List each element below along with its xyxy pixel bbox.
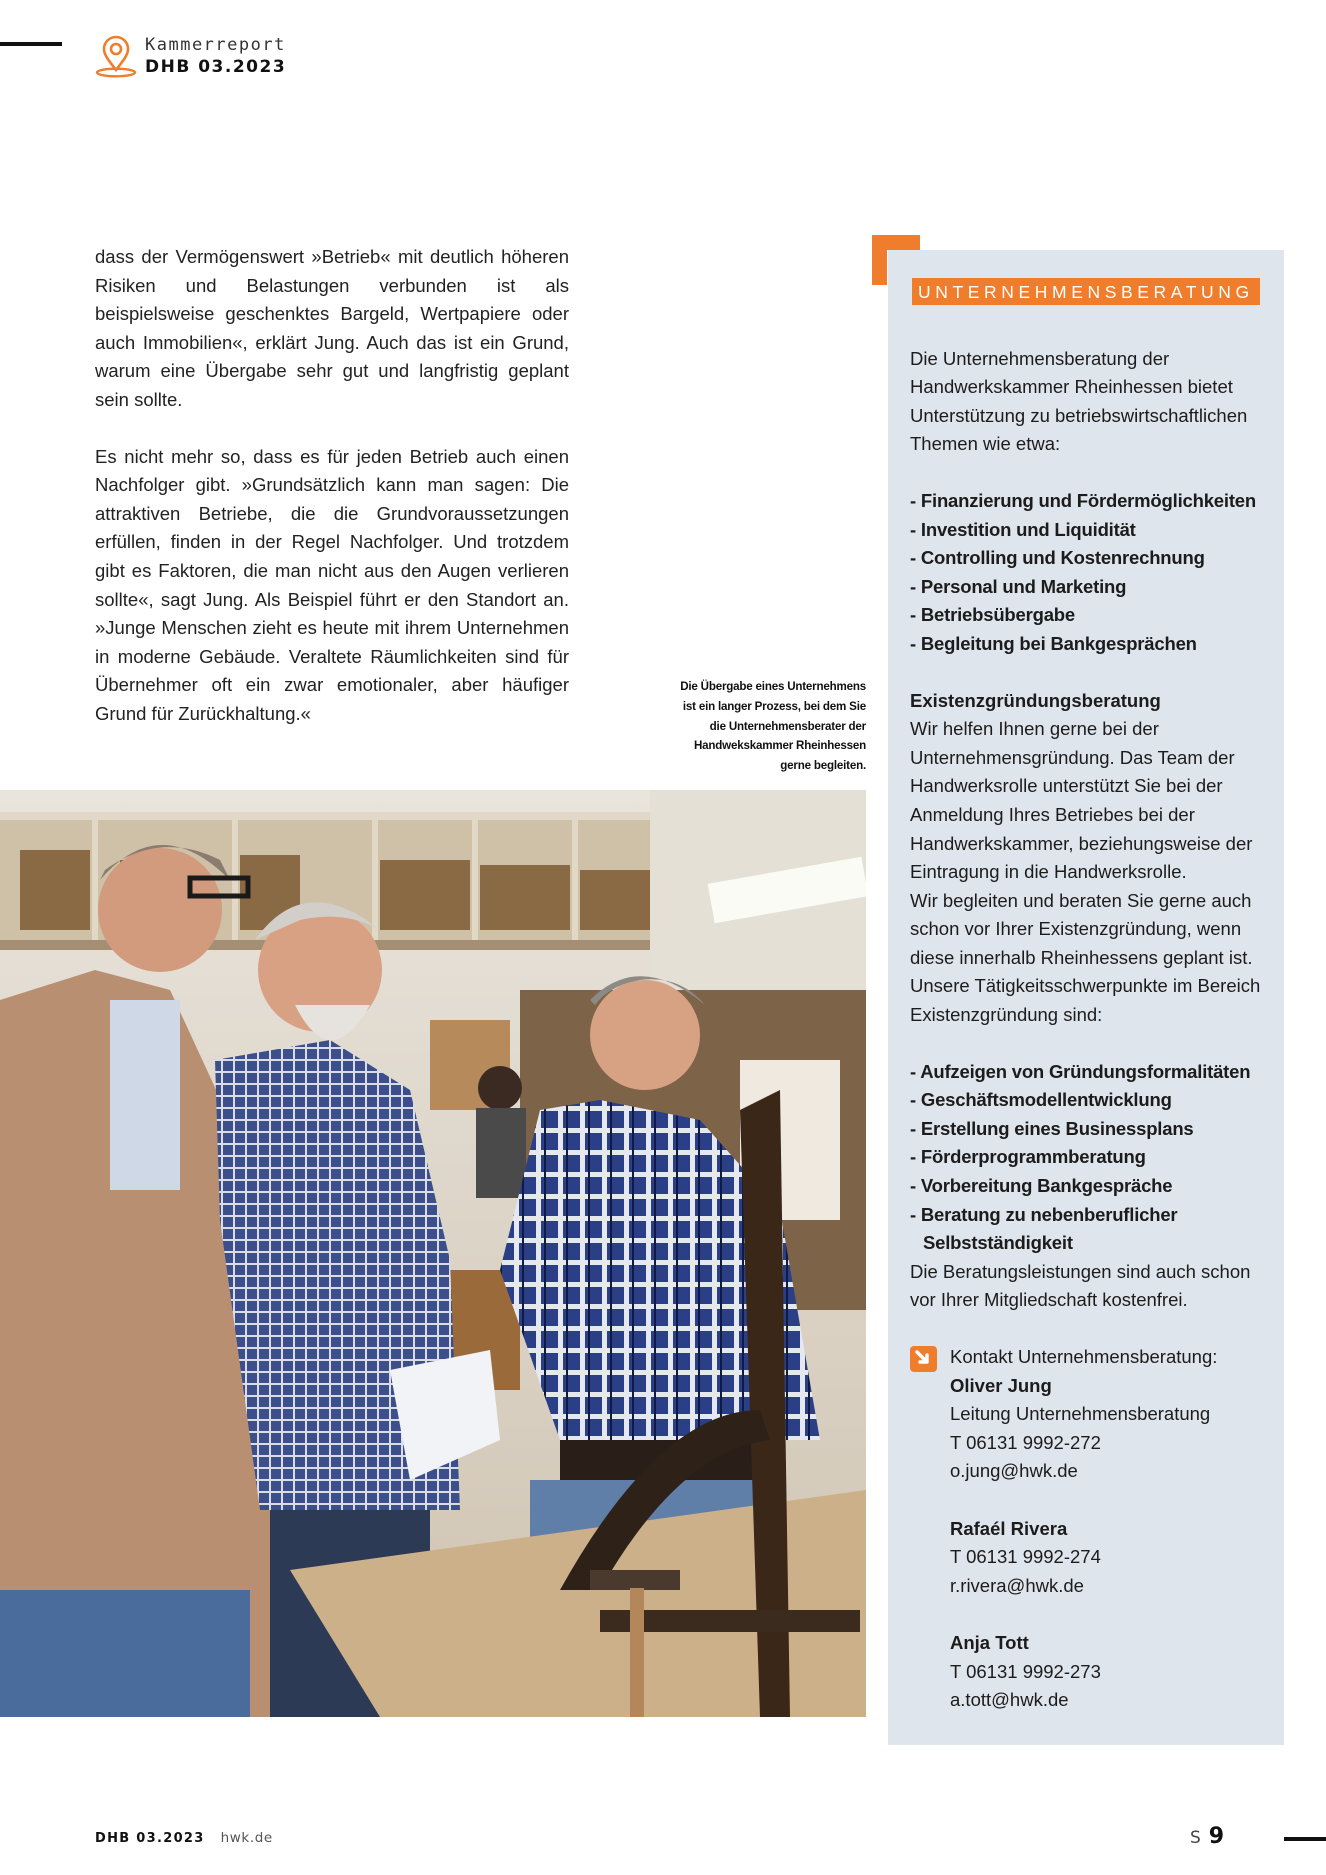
list-item: - Aufzeigen von Gründungsformalitäten <box>910 1060 1251 1082</box>
contact-phone[interactable]: T 06131 9992-272 <box>950 1431 1101 1453</box>
contact-label: Kontakt Unternehmensberatung: <box>950 1346 1218 1367</box>
list-item: - Finanzierung und Fördermöglichkeiten <box>910 489 1256 511</box>
list-item: - Beratung zu nebenberuflicher Selbstständigkeit <box>910 1203 1178 1254</box>
contact-email[interactable]: r.rivera@hwk.de <box>950 1574 1084 1596</box>
contact-name: Anja Tott <box>950 1631 1029 1653</box>
page-header <box>95 34 286 80</box>
consulting-sidebar <box>888 250 1284 1745</box>
contact-role: Leitung Unternehmensberatung <box>950 1403 1211 1425</box>
header-rule <box>0 42 62 46</box>
startup-text: Wir begleiten und beraten Sie gerne auch schon vor Ihrer Existenzgründung, wenn diese innerhalb Rheinhessens geplant ist. Unsere Tätigkeitsschwerpunkte im Bereich Existenzgründung sind: <box>910 889 1261 1026</box>
page-number <box>1190 1824 1224 1849</box>
sidebar-intro: Die Unternehmensberatung der Handwerkskammer Rheinhessen bietet Unterstützung zu betriebswirtschaftlichen Themen wie etwa: <box>910 347 1248 455</box>
startup-topics-list <box>910 1058 1270 1258</box>
consulting-topics-list <box>910 487 1270 659</box>
contact-block <box>910 1343 1270 1715</box>
article-paragraph: Es nicht mehr so, dass es für jeden Betrieb auch einen Nachfolger gibt. »Grundsätzlich kann man sagen: Die attraktiven Betriebe, die die Grundvoraussetzungen erfüllen, finden in der Regel Nachfolger. Und trotzdem gibt es Faktoren, die man nicht aus den Augen verlieren sollte«, sagt Jung. Als Beispiel führt er den Standort an. »Junge Menschen zieht es heute mit ihrem Unternehmen in moderne Gebäude. Veraltete Räumlichkeiten sind für Übernehmer oft ein zwar emotionaler, aber häufiger Grund für Zurückhaltung.« <box>95 445 569 724</box>
footer-rule <box>1284 1837 1326 1841</box>
contact-email[interactable]: a.tott@hwk.de <box>950 1689 1069 1711</box>
contact-email[interactable]: o.jung@hwk.de <box>950 1460 1078 1482</box>
startup-heading: Existenzgründungsberatung <box>910 689 1161 711</box>
list-item: - Geschäftsmodellentwicklung <box>910 1089 1172 1111</box>
startup-text: Wir helfen Ihnen gerne bei der Unternehmensgründung. Das Team der Handwerksrolle unterstützt Sie bei der Anmeldung Ihres Betriebes bei der Handwerkskammer, beziehungsweise der Eintragung in die Handwerksrolle. <box>910 718 1253 883</box>
footer-issue: DHB 03.2023 <box>95 1831 205 1846</box>
list-item: - Förderprogrammberatung <box>910 1146 1146 1168</box>
photo-illustration <box>0 790 866 1717</box>
free-note: Die Beratungsleistungen sind auch schon vor Ihrer Mitgliedschaft kostenfrei. <box>910 1260 1251 1311</box>
section-kicker: Kammerreport <box>145 35 286 55</box>
list-item: - Erstellung eines Businessplans <box>910 1117 1194 1139</box>
location-pin-icon <box>95 34 137 80</box>
list-item: - Personal und Marketing <box>910 575 1127 597</box>
list-item: - Begleitung bei Bankgesprächen <box>910 632 1197 654</box>
contact-phone[interactable]: T 06131 9992-273 <box>950 1660 1101 1682</box>
contact-name: Rafaél Rivera <box>950 1517 1068 1539</box>
photo-caption: Die Übergabe eines Unternehmens ist ein langer Prozess, bei dem Sie die Unternehmensberater der Handwekskammer Rheinhessen gerne begleiten. <box>680 680 866 773</box>
arrow-down-right-icon <box>910 1346 937 1372</box>
page-prefix: S <box>1190 1828 1201 1848</box>
contact-name: Oliver Jung <box>950 1374 1052 1396</box>
page-value: 9 <box>1208 1824 1225 1849</box>
list-item: - Vorbereitung Bankgespräche <box>910 1175 1173 1197</box>
contact-phone[interactable]: T 06131 9992-274 <box>950 1546 1101 1568</box>
workshop-photo <box>0 790 866 1717</box>
article-body <box>95 243 569 757</box>
page-footer <box>95 1830 273 1846</box>
list-item: - Investition und Liquidität <box>910 518 1136 540</box>
issue-label: DHB 03.2023 <box>145 57 287 77</box>
footer-site-link[interactable]: hwk.de <box>220 1830 273 1846</box>
article-paragraph: dass der Vermögenswert »Betrieb« mit deutlich höheren Risiken und Belastungen verbunden ist als beispielsweise geschenktes Bargeld, Wertpapiere oder auch Immobilien«, erklärt Jung. Auch das ist ein Grund, warum eine Übergabe sehr gut und langfristig geplant sein sollte. <box>95 246 569 410</box>
list-item: - Betriebsübergabe <box>910 604 1075 626</box>
sidebar-title: UNTERNEHMENSBERATUNG <box>912 278 1260 305</box>
list-item: - Controlling und Kostenrechnung <box>910 547 1205 569</box>
